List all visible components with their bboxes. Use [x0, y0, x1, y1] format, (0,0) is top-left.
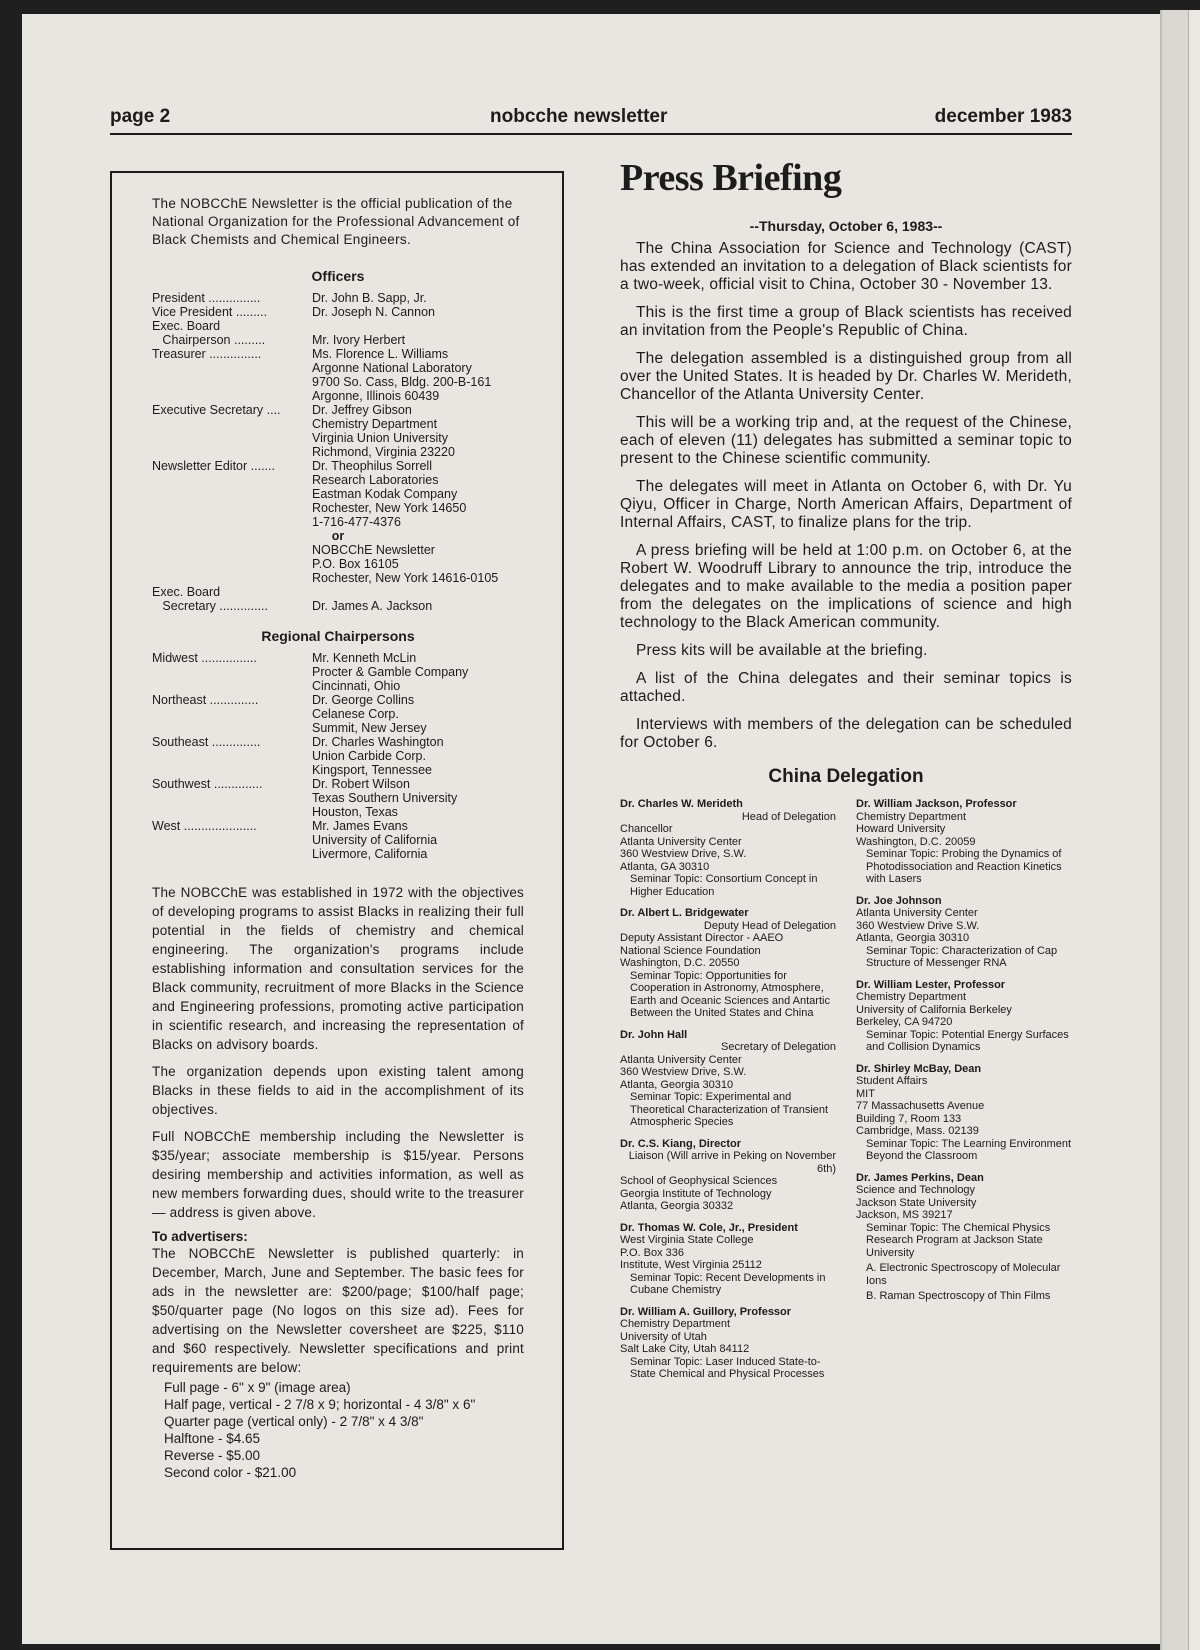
officer-line: Chemistry Department: [312, 417, 438, 431]
delegate-address-line: West Virginia State College: [620, 1234, 754, 1246]
newsletter-name: nobcche newsletter: [490, 106, 668, 127]
delegate-name: Dr. Albert L. Bridgewater: [620, 907, 749, 919]
delegate-entry: [856, 1063, 1072, 1163]
officer-role: Southeast ..............: [152, 735, 261, 749]
officer-line: Eastman Kodak Company: [312, 487, 458, 501]
ad-spec-item: Half page, vertical - 2 7/8 x 9; horizontal - 4 3/8" x 6": [164, 1397, 476, 1412]
officer-role: Newsletter Editor .......: [152, 459, 275, 473]
delegate-address-line: Chemistry Department: [856, 810, 967, 823]
officer-line: Mr. Kenneth McLin: [312, 651, 417, 665]
officer-role: Northeast ..............: [152, 693, 259, 707]
ad-specs-list: [152, 1379, 524, 1481]
about-paragraph: The organization depends upon existing talent among Blacks in these fields to aid in the accomplishment of its objectives.: [152, 1064, 524, 1117]
seminar-topic: Seminar Topic: Laser Induced State-to-State Chemical and Physical Processes: [630, 1355, 825, 1380]
advertisers-title: To advertisers:: [152, 1229, 248, 1244]
delegate-entry: [620, 1222, 836, 1297]
officer-row: [152, 819, 524, 861]
officers-list: [152, 291, 524, 529]
delegate-address-line: 360 Westview Drive, S.W.: [620, 1066, 747, 1078]
article-body: [620, 240, 1072, 752]
seminar-topic: Seminar Topic: Probing the Dynamics of Photodissociation and Reaction Kinetics with Lasers: [866, 848, 1062, 885]
delegate-address-line: Chancellor: [620, 823, 673, 835]
officer-role: Exec. Board: [152, 319, 221, 333]
article-paragraph: Interviews with members of the delegation can be scheduled for October 6.: [620, 716, 1072, 751]
regional-title: Regional Chairpersons: [261, 628, 415, 644]
officer-role: Southwest ..............: [152, 777, 263, 791]
officer-row: [152, 403, 524, 459]
delegate-address-line: Atlanta, Georgia 30332: [620, 1200, 734, 1212]
officer-line: Dr. Theophilus Sorrell: [312, 459, 432, 473]
delegate-address-line: School of Geophysical Sciences: [620, 1175, 778, 1187]
seminar-topic: Seminar Topic: Potential Energy Surfaces and Collision Dynamics: [866, 1028, 1069, 1053]
officer-line: Mr. James Evans: [312, 819, 408, 833]
officer-line: Dr. Robert Wilson: [312, 777, 410, 791]
officer-info: [312, 459, 524, 529]
officer-line: Houston, Texas: [312, 805, 398, 819]
officer-line: Argonne National Laboratory: [312, 361, 472, 375]
delegate-address-line: Jackson State University: [856, 1196, 977, 1209]
ad-spec-item: Second color - $21.00: [164, 1465, 297, 1480]
officer-info: [312, 291, 524, 305]
editor-alt-line: P.O. Box 16105: [312, 557, 399, 571]
issue-date: december 1983: [934, 106, 1072, 127]
officer-role: Executive Secretary ....: [152, 403, 281, 417]
officer-role: [152, 585, 312, 613]
officer-row: [152, 693, 524, 735]
delegate-entry: [856, 895, 1072, 970]
delegate-address-line: Science and Technology: [856, 1184, 976, 1196]
delegate-address-line: Building 7, Room 133: [856, 1112, 962, 1125]
delegate-name: Dr. William Jackson, Professor: [856, 798, 1017, 810]
delegate-address-line: Cambridge, Mass. 02139: [856, 1125, 979, 1137]
delegation-title: China Delegation: [768, 766, 924, 787]
officer-line: Dr. Jeffrey Gibson: [312, 403, 412, 417]
ad-spec-item: Full page - 6" x 9" (image area): [164, 1380, 351, 1395]
seminar-subtopic: B. Raman Spectroscopy of Thin Films: [866, 1290, 1051, 1302]
officer-role: President ...............: [152, 291, 261, 305]
press-briefing-article: [620, 156, 1072, 1390]
delegate-address-line: 360 Westview Drive S.W.: [856, 919, 980, 932]
officer-role: Chairperson .........: [152, 333, 266, 347]
officer-row: [152, 459, 524, 529]
delegate-name: Dr. Thomas W. Cole, Jr., President: [620, 1221, 798, 1234]
article-paragraph: The delegates will meet in Atlanta on October 6, with Dr. Yu Qiyu, Officer in Charge, North American Affairs, Department of Internal Affairs, CAST, to finalize plans for the trip.: [620, 478, 1072, 531]
delegate-entry: [620, 1138, 836, 1213]
officer-info: [312, 403, 524, 459]
delegation-role: Liaison (Will arrive in Peking on November 6th): [628, 1150, 836, 1175]
officer-line: Ms. Florence L. Williams: [312, 347, 449, 361]
delegate-address-line: Atlanta University Center: [856, 907, 978, 919]
officer-line: Virginia Union University: [312, 431, 448, 445]
article-paragraph: Press kits will be available at the briefing.: [636, 642, 928, 659]
editor-alt-address: [152, 543, 524, 585]
about-section: [152, 883, 524, 1222]
officer-role: Treasurer ...............: [152, 347, 262, 361]
page-edge-inner: [1188, 10, 1200, 1650]
delegate-entry: [856, 798, 1072, 886]
officer-role: Midwest ................: [152, 651, 257, 665]
delegate-address-line: Atlanta University Center: [620, 835, 742, 848]
delegate-name: Dr. Shirley McBay, Dean: [856, 1062, 982, 1075]
about-paragraph: Full NOBCChE membership including the Newsletter is $35/year; associate membership is $15/year. Persons desiring membership and activities information, as well as new members forwarding dues, should write to the treasurer — address is given above.: [152, 1129, 524, 1220]
officer-info: [312, 305, 524, 319]
delegate-name: Dr. William Lester, Professor: [856, 978, 1006, 991]
delegate-entry: [620, 907, 836, 1020]
delegate-name: Dr. Joe Johnson: [856, 894, 942, 907]
delegate-address-line: Howard University: [856, 823, 946, 835]
officer-row: [152, 333, 524, 347]
officer-info: [312, 319, 524, 333]
delegate-name: Dr. James Perkins, Dean: [856, 1171, 984, 1184]
officer-line: Summit, New Jersey: [312, 721, 427, 735]
seminar-topic: Seminar Topic: Experimental and Theoretical Characterization of Transient Atmospheric Species: [630, 1091, 829, 1128]
delegate-name: Dr. Charles W. Merideth: [620, 798, 743, 810]
delegate-entry: [620, 798, 836, 898]
seminar-topic: Seminar Topic: Opportunities for Cooperation in Astronomy, Atmosphere, Earth and Oceanic Sciences and Antartic Between the United States and China: [630, 969, 830, 1019]
officer-info: [312, 333, 524, 347]
delegate-address-line: Student Affairs: [856, 1075, 928, 1087]
article-paragraph: This will be a working trip and, at the request of the Chinese, each of eleven (11) delegates has submitted a seminar topic to present to the Chinese scientific community.: [620, 414, 1072, 467]
officer-row: [152, 347, 524, 403]
delegation-role: Deputy Head of Delegation: [703, 919, 836, 932]
delegate-address-line: P.O. Box 336: [620, 1246, 685, 1259]
officer-line: Research Laboratories: [312, 473, 439, 487]
delegate-address-line: Atlanta University Center: [620, 1053, 742, 1066]
officer-role: Vice President .........: [152, 305, 268, 319]
delegate-address-line: Atlanta, GA 30310: [620, 860, 710, 873]
delegate-address-line: Institute, West Virginia 25112: [620, 1259, 762, 1271]
officer-info: [312, 347, 524, 403]
officer-info: [312, 735, 524, 777]
delegation-role: Secretary of Delegation: [721, 1041, 836, 1053]
delegate-address-line: Deputy Assistant Director - AAEO: [620, 932, 784, 944]
delegate-address-line: Salt Lake City, Utah 84112: [620, 1343, 750, 1355]
officer-line: Argonne, Illinois 60439: [312, 389, 440, 403]
delegate-address-line: Jackson, MS 39217: [856, 1209, 953, 1221]
officer-line: Kingsport, Tennessee: [312, 763, 432, 777]
delegate-name: Dr. C.S. Kiang, Director: [620, 1137, 742, 1150]
officer-row: [152, 291, 524, 305]
delegation-right-column: [856, 798, 1072, 1390]
article-paragraph: The delegation assembled is a distinguished group from all over the United States. It is headed by Dr. Charles W. Merideth, Chancellor of the Atlanta University Center.: [620, 350, 1072, 403]
seminar-topic: Seminar Topic: Characterization of Cap Structure of Messenger RNA: [866, 944, 1058, 969]
seminar-topic: Seminar Topic: The Chemical Physics Research Program at Jackson State University: [866, 1221, 1051, 1259]
officer-line: Livermore, California: [312, 847, 428, 861]
ad-spec-item: Quarter page (vertical only) - 2 7/8" x 4 3/8": [164, 1414, 424, 1429]
officer-row: [152, 305, 524, 319]
officer-line: Richmond, Virginia 23220: [312, 445, 455, 459]
delegate-address-line: Washington, D.C. 20550: [620, 957, 740, 969]
officer-info: [312, 651, 524, 693]
delegate-address-line: Atlanta, Georgia 30310: [620, 1078, 734, 1091]
regional-list: [152, 651, 524, 861]
advertisers-text: The NOBCChE Newsletter is published quarterly: in December, March, June and September. The basic fees for ads in the newsletter are: $200/page; $100/half page; $50/quarter page (No logos on this size ad). Fees for advertising on the Newsletter coversheet are $225, $110 and $60 respectively. Newsletter specifications and print requirements are below:: [152, 1246, 524, 1375]
delegation-role: Head of Delegation: [741, 810, 836, 823]
delegate-address-line: University of California Berkeley: [856, 1003, 1012, 1016]
delegate-address-line: Berkeley, CA 94720: [856, 1016, 953, 1028]
delegate-address-line: Atlanta, Georgia 30310: [856, 932, 970, 944]
delegate-address-line: Chemistry Department: [856, 991, 967, 1003]
officer-info: [312, 693, 524, 735]
officer-line: Union Carbide Corp.: [312, 749, 426, 763]
editor-alt-line: Rochester, New York 14616-0105: [312, 571, 499, 585]
officer-line: Cincinnati, Ohio: [312, 679, 401, 693]
delegate-name: Dr. John Hall: [620, 1028, 688, 1041]
article-paragraph: The China Association for Science and Technology (CAST) has extended an invitation to a delegation of Black scientists for a two-week, official visit to China, October 30 - November 13.: [620, 240, 1072, 293]
delegate-address-line: Chemistry Department: [620, 1318, 731, 1330]
delegate-address-line: MIT: [856, 1087, 875, 1100]
delegate-address-line: University of Utah: [620, 1330, 707, 1343]
officer-role: West .....................: [152, 819, 257, 833]
about-paragraph: The NOBCChE was established in 1972 with the objectives of developing programs to assist Blacks in realizing their full potential in the fields of chemistry and chemical engineering. The organization's programs include establishing information and consultation services for the Black community, recruitment of more Blacks in the Science and Engineering professions, promoting active participation in scientific research, and increasing the representation of Blacks on advisory boards.: [152, 885, 524, 1052]
article-paragraph: A list of the China delegates and their seminar topics is attached.: [620, 670, 1072, 705]
officer-line: Texas Southern University: [312, 791, 458, 805]
seminar-topic: Seminar Topic: Consortium Concept in Higher Education: [630, 873, 818, 898]
article-paragraph: This is the first time a group of Black scientists has received an invitation from the People's Republic of China.: [620, 304, 1072, 339]
article-title: Press Briefing: [620, 157, 842, 199]
delegate-entry: [620, 1029, 836, 1129]
delegation-left-column: [620, 798, 836, 1390]
seminar-subtopic: A. Electronic Spectroscopy of Molecular Ions: [866, 1262, 1061, 1287]
officer-line: Dr. Joseph N. Cannon: [312, 305, 435, 319]
officer-line: Rochester, New York 14650: [312, 501, 467, 515]
delegate-address-line: 77 Massachusetts Avenue: [856, 1100, 985, 1112]
officer-name: Dr. James A. Jackson: [312, 599, 433, 613]
officer-line: Procter & Gamble Company: [312, 665, 469, 679]
delegate-name: Dr. William A. Guillory, Professor: [620, 1305, 792, 1318]
ad-spec-item: Reverse - $5.00: [164, 1448, 261, 1463]
delegate-address-line: Washington, D.C. 20059: [856, 835, 976, 848]
masthead-box: [110, 171, 564, 1550]
exec-board-secretary: [152, 585, 524, 613]
delegate-entry: [856, 979, 1072, 1054]
officer-line: Mr. Ivory Herbert: [312, 333, 406, 347]
article-paragraph: A press briefing will be held at 1:00 p.m. on October 6, at the Robert W. Woodruff Library to announce the trip, introduce the delegates and to make available to the media a position paper from the delegates on the implications of science and high technology to the Black American community.: [620, 542, 1072, 631]
officer-line: 9700 So. Cass, Bldg. 200-B-161: [312, 375, 492, 389]
ad-spec-item: Halftone - $4.65: [164, 1431, 261, 1446]
header-rule: [110, 133, 1072, 135]
officer-line: Dr. John B. Sapp, Jr.: [312, 291, 427, 305]
officer-row: [152, 735, 524, 777]
officer-info: [312, 819, 524, 861]
officer-line: Dr. George Collins: [312, 693, 415, 707]
officer-line: 1-716-477-4376: [312, 515, 401, 529]
role-line: Exec. Board: [152, 585, 221, 599]
or-label: or: [331, 529, 345, 543]
delegate-entry: [856, 1172, 1072, 1303]
officer-line: Dr. Charles Washington: [312, 735, 444, 749]
officer-row: [152, 651, 524, 693]
officer-row: [152, 777, 524, 819]
editor-alt-line: NOBCChE Newsletter: [312, 543, 435, 557]
officer-line: University of California: [312, 833, 438, 847]
seminar-topic: Seminar Topic: Recent Developments in Cubane Chemistry: [630, 1271, 826, 1296]
page-number: page 2: [110, 106, 171, 127]
delegate-address-line: 360 Westview Drive, S.W.: [620, 848, 747, 860]
article-dateline: --Thursday, October 6, 1983--: [749, 218, 943, 234]
officer-info: [312, 777, 524, 819]
officer-line: Celanese Corp.: [312, 707, 399, 721]
delegate-address-line: National Science Foundation: [620, 944, 761, 957]
delegate-entry: [620, 1306, 836, 1381]
seminar-topic: Seminar Topic: The Learning Environment Beyond the Classroom: [866, 1137, 1072, 1162]
role-line: Secretary ..............: [152, 599, 269, 613]
officers-title: Officers: [311, 268, 365, 284]
delegation-columns: [620, 798, 1072, 1390]
officer-info: [312, 585, 524, 613]
delegate-address-line: Georgia Institute of Technology: [620, 1187, 772, 1200]
masthead-intro: The NOBCChE Newsletter is the official publication of the National Organization for the Professional Advancement of Black Chemists and Chemical Engineers.: [152, 196, 520, 247]
officer-row: [152, 319, 524, 333]
page-header: [110, 106, 1072, 130]
